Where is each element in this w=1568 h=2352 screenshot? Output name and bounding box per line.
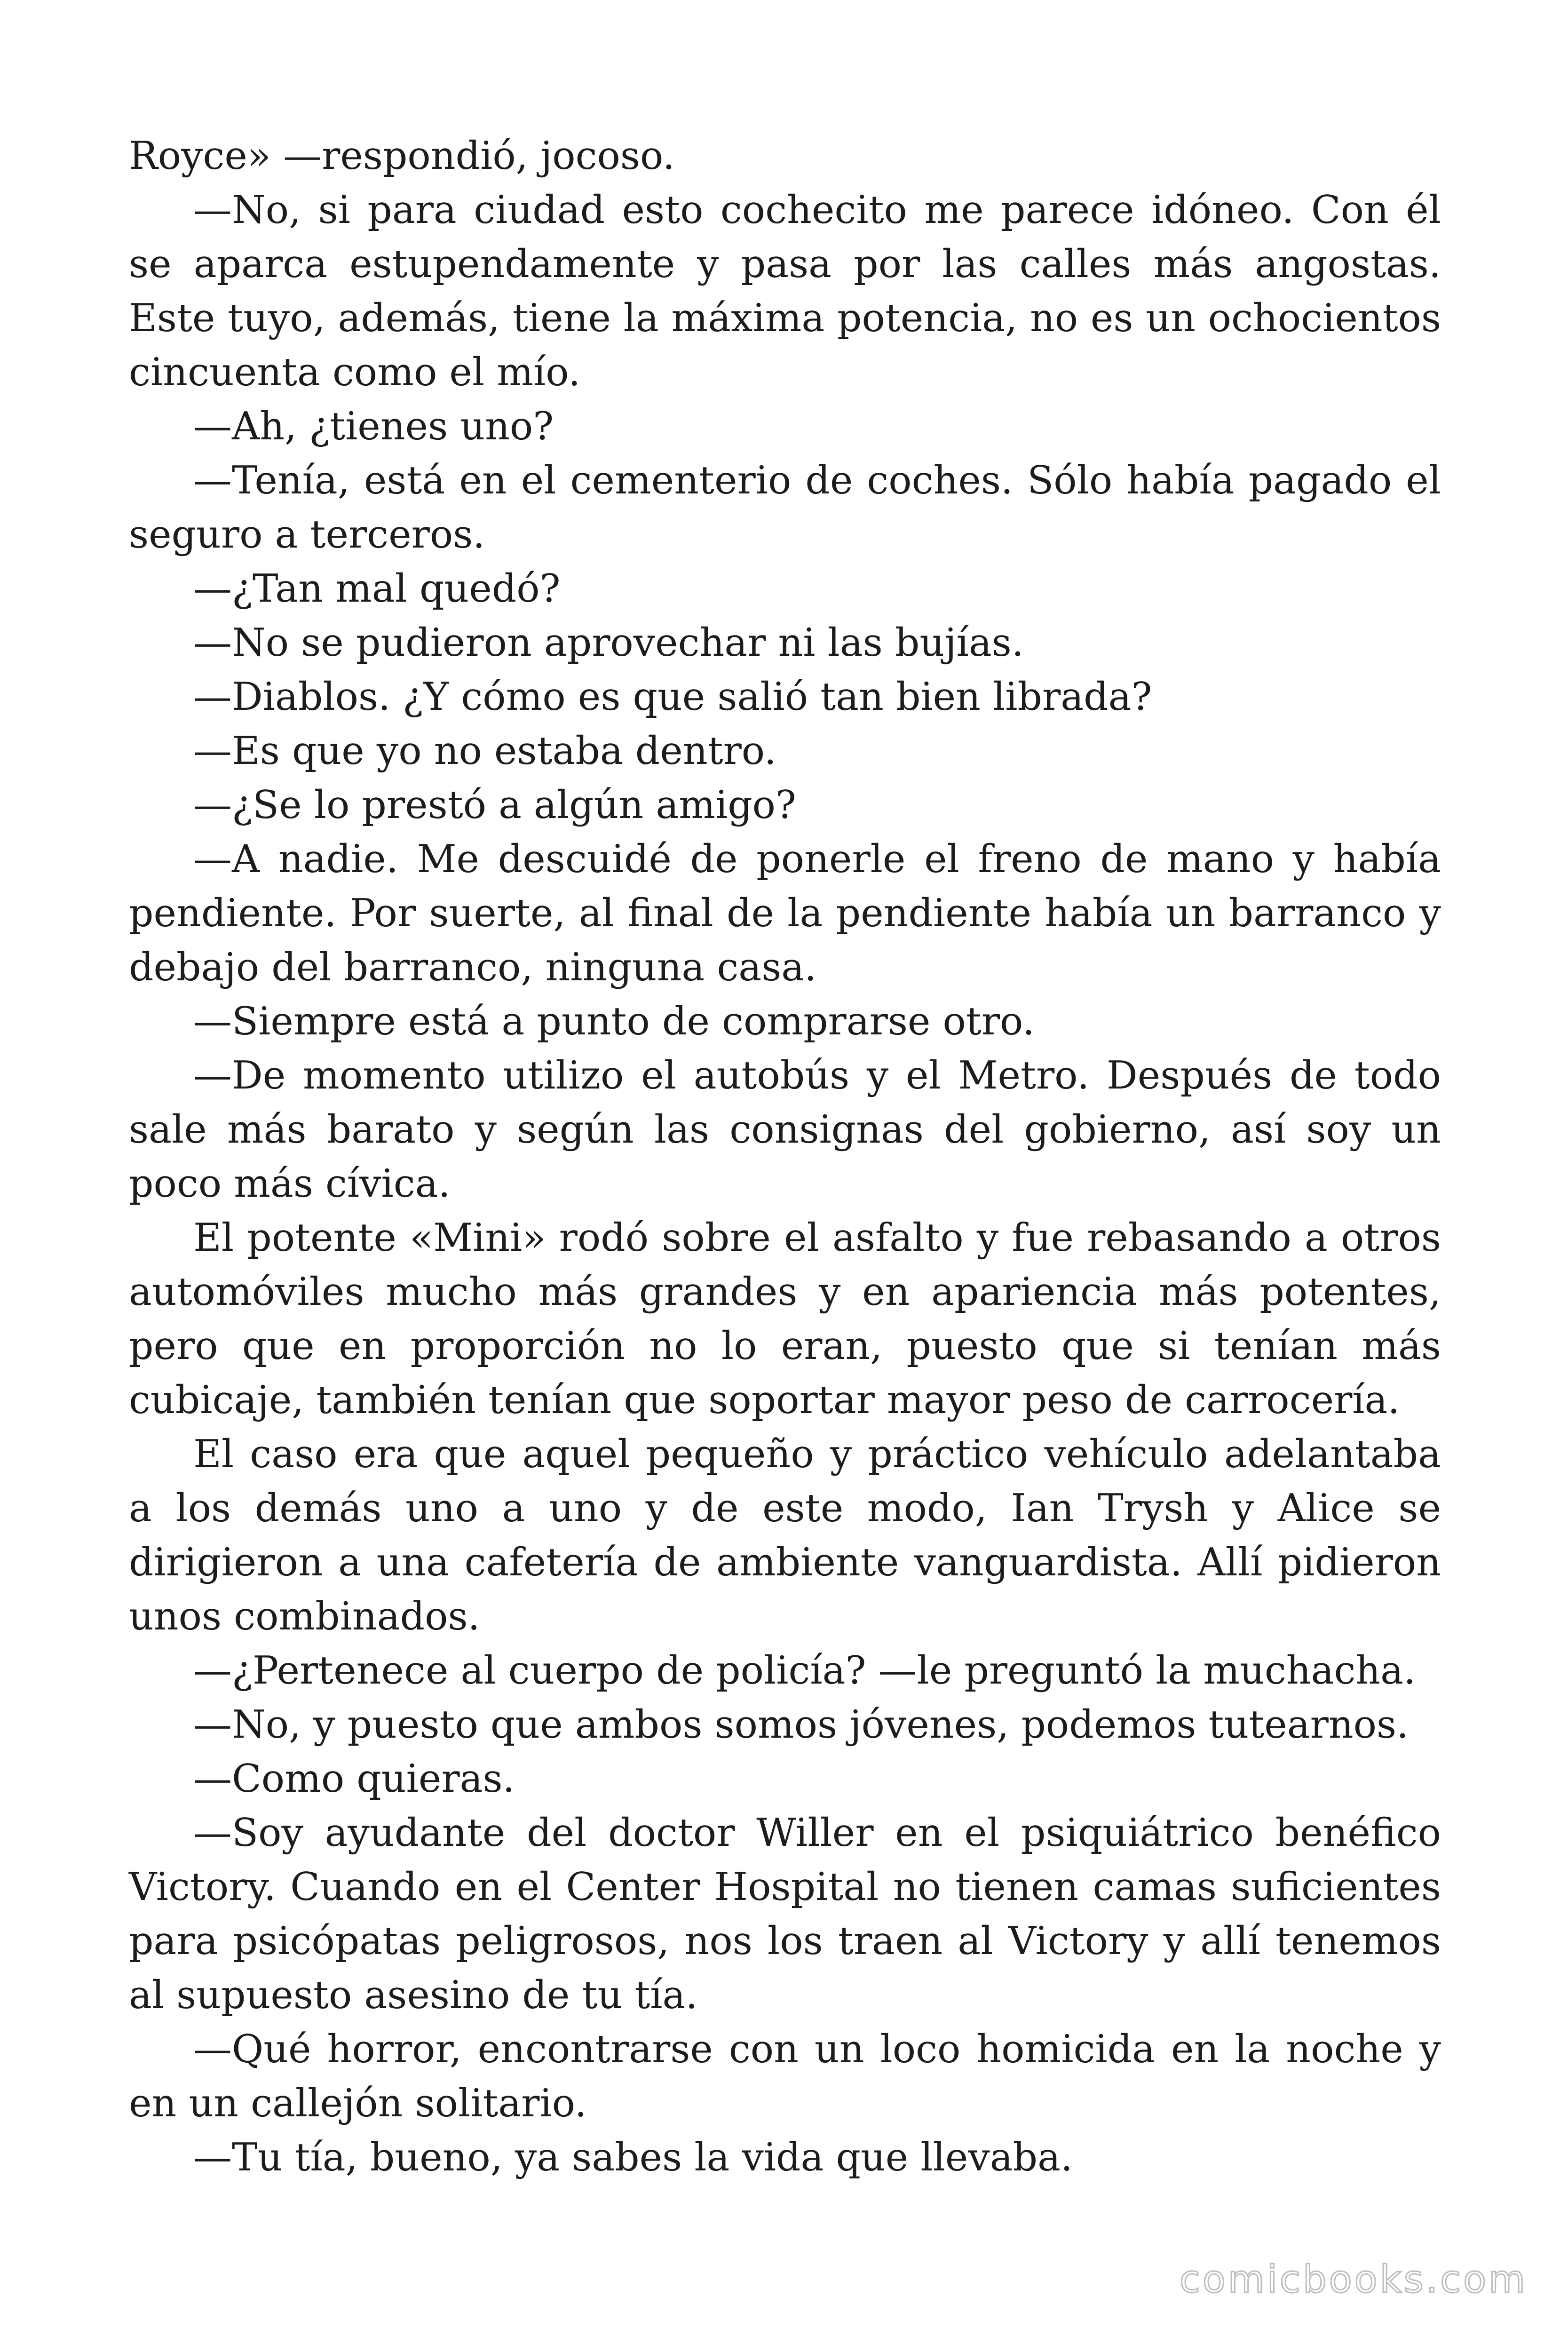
- paragraph: —De momento utilizo el autobús y el Metro. Después de todo sale más barato y según las consignas del gobierno, así soy un poco más cívica.: [129, 1053, 1441, 1206]
- paragraph: —No, y puesto que ambos somos jóvenes, podemos tutearnos.: [193, 1702, 1409, 1747]
- paragraph: —Como quieras.: [193, 1756, 515, 1801]
- paragraph: Royce» —respondió, jocoso.: [129, 134, 675, 178]
- paragraph: —No se pudieron aprovechar ni las bujías.: [193, 620, 1024, 665]
- page-body-text: [129, 129, 1441, 2185]
- watermark-text: comicbooks.com: [1179, 2257, 1528, 2301]
- paragraph: —Tenía, está en el cementerio de coches. Sólo había pagado el seguro a terceros.: [129, 458, 1441, 557]
- paragraph: —Siempre está a punto de comprarse otro.: [193, 999, 1035, 1044]
- paragraph: —Tu tía, bueno, ya sabes la vida que llevaba.: [193, 2135, 1073, 2180]
- paragraph: —Es que yo no estaba dentro.: [193, 729, 776, 773]
- paragraph: —¿Tan mal quedó?: [193, 566, 561, 611]
- paragraph: —¿Pertenece al cuerpo de policía? —le preguntó la muchacha.: [193, 1648, 1416, 1693]
- paragraph: —¿Se lo prestó a algún amigo?: [193, 783, 797, 827]
- paragraph: —Soy ayudante del doctor Willer en el psiquiátrico benéfico Victory. Cuando en el Center Hospital no tienen camas suficientes para psicópatas peligrosos, nos los traen al Victory y allí tenemos al supuesto asesino de tu tía.: [129, 1811, 1441, 2018]
- paragraph: —Diablos. ¿Y cómo es que salió tan bien librada?: [193, 675, 1152, 719]
- paragraph: —No, si para ciudad esto cochecito me parece idóneo. Con él se aparca estupendamente y pasa por las calles más angostas. Este tuyo, además, tiene la máxima potencia, no es un ochocientos cincuenta como el mío.: [129, 188, 1441, 395]
- paragraph: El caso era que aquel pequeño y práctico vehículo adelantaba a los demás uno a uno y de este modo, Ian Trysh y Alice se dirigieron a una cafetería de ambiente vanguardista. Allí pidieron unos combinados.: [129, 1432, 1441, 1639]
- paragraph: —Qué horror, encontrarse con un loco homicida en la noche y en un callejón solitario.: [129, 2027, 1441, 2126]
- paragraph: El potente «Mini» rodó sobre el asfalto y fue rebasando a otros automóviles mucho más grandes y en apariencia más potentes, pero que en proporción no lo eran, puesto que si tenían más cubicaje, también tenían que soportar mayor peso de carrocería.: [129, 1216, 1441, 1422]
- paragraph: —Ah, ¿tienes uno?: [193, 404, 554, 449]
- paragraph: —A nadie. Me descuidé de ponerle el freno de mano y había pendiente. Por suerte, al final de la pendiente había un barranco y debajo del barranco, ninguna casa.: [129, 837, 1441, 990]
